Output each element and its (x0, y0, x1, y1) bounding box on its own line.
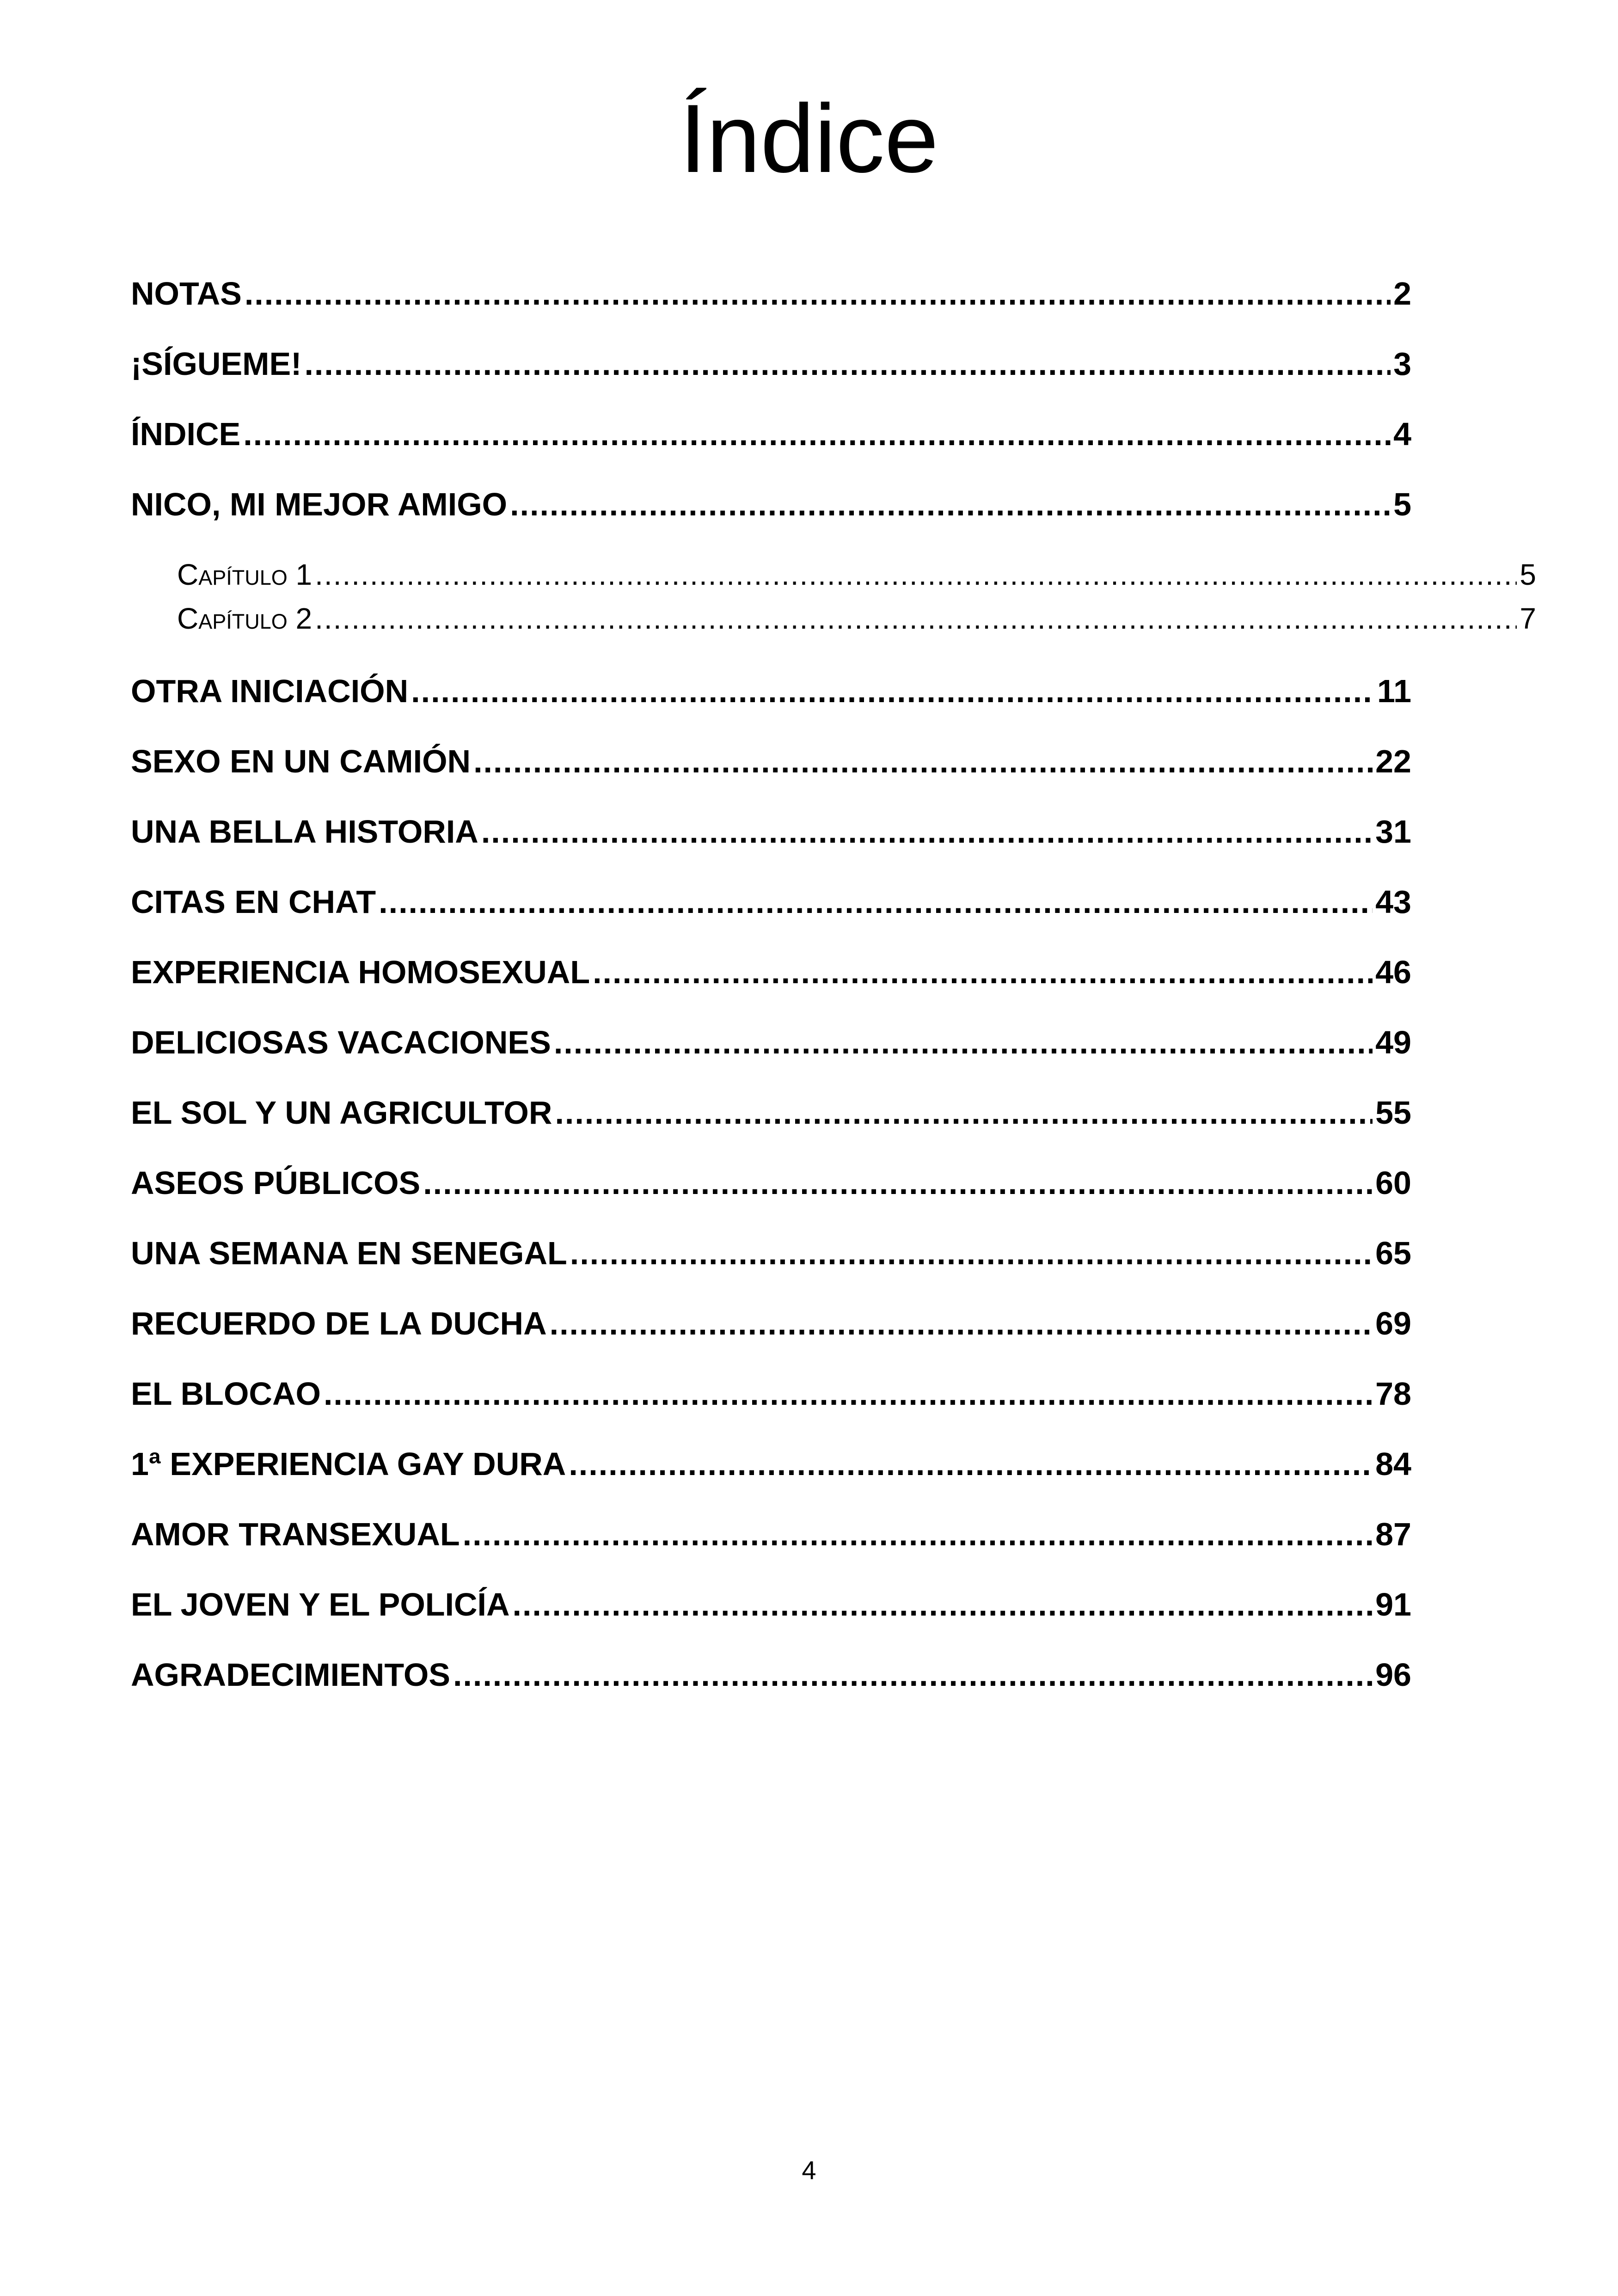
dot-leader (513, 1584, 1373, 1625)
toc-entry-page: 55 (1375, 1095, 1411, 1131)
toc-entry-sexo-camion[interactable] (131, 741, 1411, 782)
toc-entry-page: 96 (1375, 1657, 1411, 1693)
toc-entry-page: 4 (1393, 416, 1411, 452)
toc-entry-page: 46 (1375, 954, 1411, 990)
dot-leader (379, 881, 1373, 923)
toc-entry-bella-historia[interactable] (131, 811, 1411, 852)
toc-entry-label: CITAS EN CHAT (131, 884, 376, 920)
toc-entry-semana-senegal[interactable] (131, 1232, 1411, 1274)
toc-entry-label: ÍNDICE (131, 416, 241, 452)
dot-leader (453, 1654, 1373, 1696)
toc-entry-label: EL SOL Y UN AGRICULTOR (131, 1095, 552, 1131)
dot-leader (593, 951, 1373, 993)
toc-entry-page: 91 (1375, 1586, 1411, 1623)
dot-leader (473, 741, 1373, 782)
dot-leader (510, 484, 1391, 525)
dot-leader (304, 343, 1391, 385)
toc-entry-page: 43 (1375, 884, 1411, 920)
page-number-footer: 4 (802, 2155, 816, 2185)
dot-leader (481, 811, 1373, 852)
toc-entry-sol-agricultor[interactable] (131, 1092, 1411, 1133)
toc-entry-amor-transexual[interactable] (131, 1513, 1411, 1555)
toc-entry-page: 22 (1375, 743, 1411, 779)
toc-entry-page: 78 (1375, 1376, 1411, 1412)
dot-leader (550, 1303, 1373, 1344)
toc-entry-nico[interactable] (131, 484, 1411, 525)
toc-entry-page: 60 (1375, 1165, 1411, 1201)
toc-entry-label: ¡SÍGUEME! (131, 346, 302, 382)
toc-entry-agradecimientos[interactable] (131, 1654, 1411, 1696)
toc-entry-page: 49 (1375, 1024, 1411, 1060)
toc-entry-page: 87 (1375, 1516, 1411, 1552)
page-title: Índice (679, 84, 939, 193)
toc-entry-indice[interactable] (131, 413, 1411, 455)
toc-entry-page: 2 (1393, 276, 1411, 312)
dot-leader (315, 600, 1517, 637)
toc-entry-label: AGRADECIMIENTOS (131, 1657, 450, 1693)
toc-entry-label: OTRA INICIACIÓN (131, 673, 409, 709)
toc-entry-citas-chat[interactable] (131, 881, 1411, 923)
toc-entry-experiencia-homosexual[interactable] (131, 951, 1411, 993)
toc-entry-label: AMOR TRANSEXUAL (131, 1516, 460, 1552)
toc-subentry-capitulo-2[interactable] (177, 600, 1536, 637)
toc-entry-page: 69 (1375, 1305, 1411, 1341)
toc-entry-aseos-publicos[interactable] (131, 1162, 1411, 1204)
toc-entry-page: 11 (1377, 673, 1411, 709)
dot-leader (555, 1092, 1373, 1133)
toc-entry-deliciosas-vacaciones[interactable] (131, 1022, 1411, 1063)
toc-subentry-label: Capítulo 1 (177, 558, 313, 591)
toc-entry-blocao[interactable] (131, 1373, 1411, 1414)
toc-entry-page: 5 (1393, 486, 1411, 522)
toc-entry-label: UNA BELLA HISTORIA (131, 814, 478, 850)
dot-leader (315, 556, 1517, 593)
dot-leader (569, 1443, 1373, 1485)
toc-subentry-page: 5 (1520, 558, 1536, 591)
toc-subentry-label: Capítulo 2 (177, 602, 313, 635)
dot-leader (324, 1373, 1373, 1414)
toc-entry-label: NICO, MI MEJOR AMIGO (131, 486, 508, 522)
toc-entry-page: 3 (1393, 346, 1411, 382)
toc-entry-label: ASEOS PÚBLICOS (131, 1165, 421, 1201)
toc-entry-notas[interactable] (131, 273, 1411, 314)
toc-entry-label: NOTAS (131, 276, 242, 312)
toc-entry-experiencia-gay-dura[interactable] (131, 1443, 1411, 1485)
dot-leader (423, 1162, 1373, 1204)
toc-entry-label: EL BLOCAO (131, 1376, 321, 1412)
toc-subentry-capitulo-1[interactable] (177, 556, 1536, 593)
toc-entry-label: EL JOVEN Y EL POLICÍA (131, 1586, 510, 1623)
toc-entry-label: EXPERIENCIA HOMOSEXUAL (131, 954, 590, 990)
toc-entry-label: UNA SEMANA EN SENEGAL (131, 1235, 567, 1271)
toc-entry-label: DELICIOSAS VACACIONES (131, 1024, 551, 1060)
toc-entry-page: 31 (1375, 814, 1411, 850)
toc-entry-label: RECUERDO DE LA DUCHA (131, 1305, 547, 1341)
dot-leader (463, 1513, 1373, 1555)
toc-entry-otra-iniciacion[interactable] (131, 670, 1411, 712)
dot-leader (570, 1232, 1373, 1274)
dot-leader (245, 273, 1391, 314)
toc-entry-joven-policia[interactable] (131, 1584, 1411, 1625)
toc-entry-recuerdo-ducha[interactable] (131, 1303, 1411, 1344)
dot-leader (554, 1022, 1373, 1063)
dot-leader (411, 670, 1374, 712)
toc-entry-page: 84 (1375, 1446, 1411, 1482)
toc-subentry-page: 7 (1520, 602, 1536, 635)
dot-leader (243, 413, 1391, 455)
toc-entry-label: SEXO EN UN CAMIÓN (131, 743, 471, 779)
toc-entry-sigueme[interactable] (131, 343, 1411, 385)
toc-entry-label: 1ª EXPERIENCIA GAY DURA (131, 1446, 566, 1482)
toc-entry-page: 65 (1375, 1235, 1411, 1271)
